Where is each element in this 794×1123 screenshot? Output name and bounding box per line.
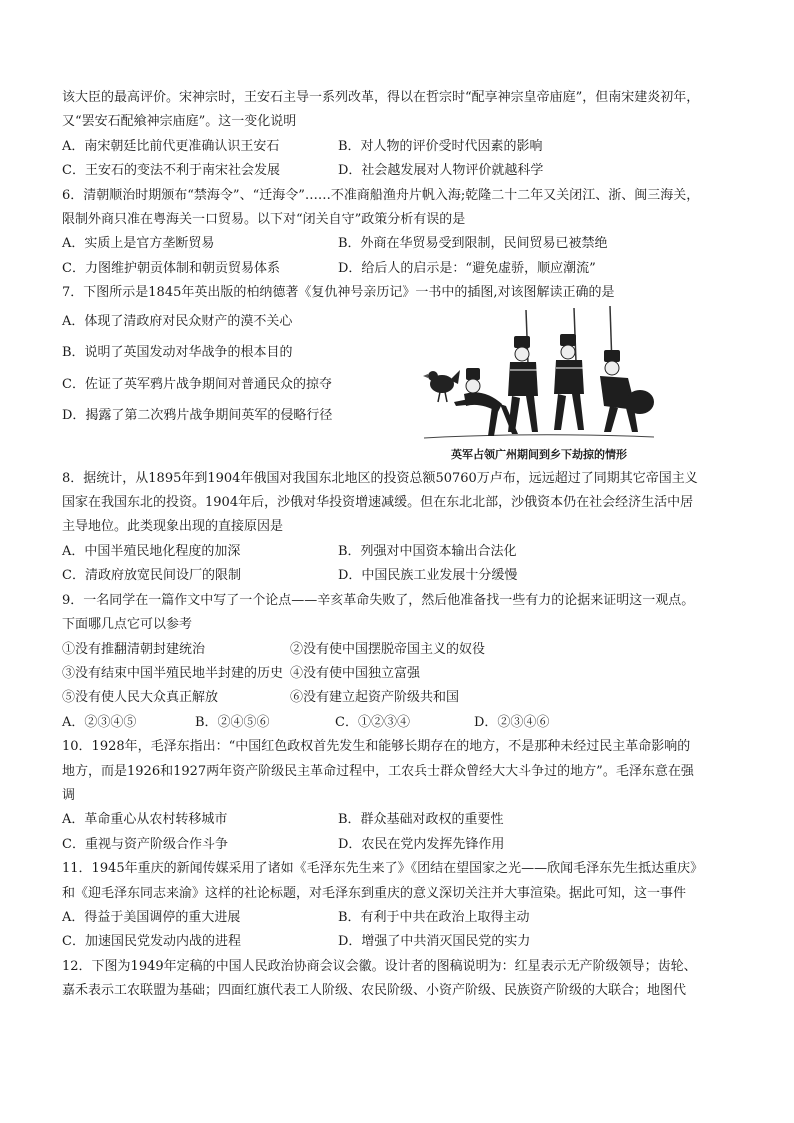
option-b[interactable]: B．②④⑤⑥ (195, 714, 270, 730)
question-stem-line: 国家在我国东北的投资。1904年后，沙俄对华投资增速减缓。但在东北北部，沙俄资本仍在社会经济生活中居 (62, 495, 694, 511)
question-stem-line: 12．下图为1949年定稿的中国人民政治协商会议会徽。设计者的图稿说明为：红星表示无产阶级领导；齿轮、 (62, 958, 697, 974)
option-d[interactable]: D．社会越发展对人物评价就越科学 (338, 163, 544, 179)
option-b[interactable]: B．外商在华贸易受到限制，民间贸易已被禁绝 (338, 236, 608, 252)
question-stem-line: 6．清朝顺治时期颁布“禁海令”、“迁海令”……不准商船渔舟片帆入海;乾隆二十二年又关闭江、浙、闽三海关， (62, 187, 700, 203)
options (62, 540, 752, 589)
option-c[interactable]: C．王安石的变法不利于南宋社会发展 (62, 163, 280, 179)
options (62, 232, 752, 281)
option-a[interactable]: A．中国半殖民地化程度的加深 (62, 543, 241, 559)
option-c[interactable]: C．清政府放宽民间设厂的限制 (62, 568, 241, 584)
question-stem-line: 该大臣的最高评价。宋神宗时，王安石主导一系列改革，得以在哲宗时“配享神宗皇帝庙庭”，但南宋建炎初年， (62, 90, 700, 105)
reference-item: ⑥没有建立起资产阶级共和国 (290, 690, 460, 706)
figure-caption: 英军占领广州期间到乡下劫掠的情形 (451, 447, 627, 461)
soldier-figure (508, 310, 538, 432)
question-stem-line: 调 (62, 787, 76, 803)
options (62, 808, 752, 857)
options (62, 906, 752, 955)
illustration-drawing (414, 306, 664, 444)
options (62, 711, 752, 735)
option-a[interactable]: A．②③④⑤ (62, 714, 137, 730)
option-d[interactable]: D．增强了中共消灭国民党的实力 (338, 934, 531, 950)
soldier-figure (454, 368, 518, 436)
option-b[interactable]: B．对人物的评价受时代因素的影响 (338, 138, 543, 154)
reference-item: ①没有推翻清朝封建统治 (62, 641, 206, 657)
option-b[interactable]: B．说明了英国发动对华战争的根本目的 (62, 345, 293, 361)
option-c[interactable]: C．力图维护朝贡体制和朝贡贸易体系 (62, 260, 280, 276)
question-stem-line: 限制外商只准在粤海关一口贸易。以下对“闭关自守”政策分析有误的是 (62, 212, 466, 228)
option-b[interactable]: B．列强对中国资本输出合法化 (338, 543, 517, 559)
question-stem-line: 和《迎毛泽东同志来渝》这样的社论标题，对毛泽东到重庆的意义深切关注并大事渲染。据此可知，这一事件 (62, 885, 687, 901)
question-12 (62, 955, 752, 1004)
question-stem-line: 9．一名同学在一篇作文中写了一个论点——辛亥革命失败了，然后他准备找一些有力的论据来证明这一观点。 (62, 592, 695, 608)
reference-items (62, 638, 752, 711)
soldier-figure (600, 306, 654, 432)
question-stem-line: 嘉禾表示工农联盟为基础；四面红旗代表工人阶级、农民阶级、小资产阶级、民族资产阶级的大联合；地图代 (62, 983, 687, 999)
option-a[interactable]: A．实质上是官方垄断贸易 (62, 236, 215, 252)
soldier-figure (554, 308, 584, 430)
question-7 (62, 281, 752, 460)
question-stem-line: 7．下图所示是1845年英出版的柏纳德著《复仇神号亲历记》一书中的插图,对该图解读正确的是 (62, 285, 615, 301)
option-d[interactable]: D．中国民族工业发展十分缓慢 (338, 568, 518, 584)
option-a[interactable]: A．得益于美国调停的重大进展 (62, 909, 241, 925)
question-stem-line: 主导地位。此类现象出现的直接原因是 (62, 519, 284, 535)
option-b[interactable]: B．有利于中共在政治上取得主动 (338, 909, 530, 925)
option-c[interactable]: C．加速国民党发动内战的进程 (62, 934, 241, 950)
question-9 (62, 589, 752, 735)
exam-page (62, 86, 752, 1004)
option-c[interactable]: C．①②③④ (335, 714, 410, 730)
question-stem-line: 11．1945年重庆的新闻传媒采用了诸如《毛泽东先生来了》《团结在望国家之光——欣闻毛泽东先生抵达重庆》 (62, 861, 704, 877)
question-5 (62, 86, 752, 184)
question-stem-line: 又“罢安石配飨神宗庙庭”。这一变化说明 (62, 114, 297, 130)
option-d[interactable]: D．给后人的启示是：“避免虚骄，顺应潮流” (338, 260, 596, 276)
question-6 (62, 184, 752, 282)
options (62, 306, 392, 432)
option-c[interactable]: C．重视与资产阶级合作斗争 (62, 836, 228, 852)
question-10 (62, 735, 752, 857)
question-stem-line: 8．据统计，从1895年到1904年俄国对我国东北地区的投资总额50760万卢布，远远超过了同期其它帝国主义 (62, 470, 698, 486)
reference-item: ③没有结束中国半殖民地半封建的历史 (62, 665, 284, 681)
reference-item: ⑤没有使人民大众真正解放 (62, 690, 219, 706)
chicken-figure (423, 370, 460, 402)
reference-item: ②没有使中国摆脱帝国主义的奴役 (290, 641, 486, 657)
option-c[interactable]: C．佐证了英军鸦片战争期间对普通民众的掠夺 (62, 376, 332, 392)
question-stem-line: 地方，而是1926和1927两年资产阶级民主革命过程中，工农兵士群众曾经大大斗争过的地方”。毛泽东意在强 (62, 763, 694, 779)
question-7-body (62, 306, 752, 461)
question-11 (62, 857, 752, 955)
option-d[interactable]: D．农民在党内发挥先锋作用 (338, 836, 505, 852)
option-a[interactable]: A．南宋朝廷比前代更准确认识王安石 (62, 138, 280, 154)
question-stem-line: 10．1928年，毛泽东指出：“中国红色政权首先发生和能够长期存在的地方，不是那种未经过民主革命影响的 (62, 739, 691, 755)
options (62, 135, 752, 184)
option-b[interactable]: B．群众基础对政权的重要性 (338, 812, 504, 828)
option-a[interactable]: A．革命重心从农村转移城市 (62, 812, 228, 828)
question-8 (62, 467, 752, 589)
reference-item: ④没有使中国独立富强 (290, 665, 421, 681)
illustration-british-soldiers (414, 306, 664, 461)
option-d[interactable]: D．揭露了第二次鸦片战争期间英军的侵略行径 (62, 408, 333, 424)
question-stem-line: 下面哪几点它可以参考 (62, 617, 193, 633)
option-d[interactable]: D．②③④⑥ (474, 714, 550, 730)
option-a[interactable]: A．体现了清政府对民众财产的漠不关心 (62, 313, 293, 329)
